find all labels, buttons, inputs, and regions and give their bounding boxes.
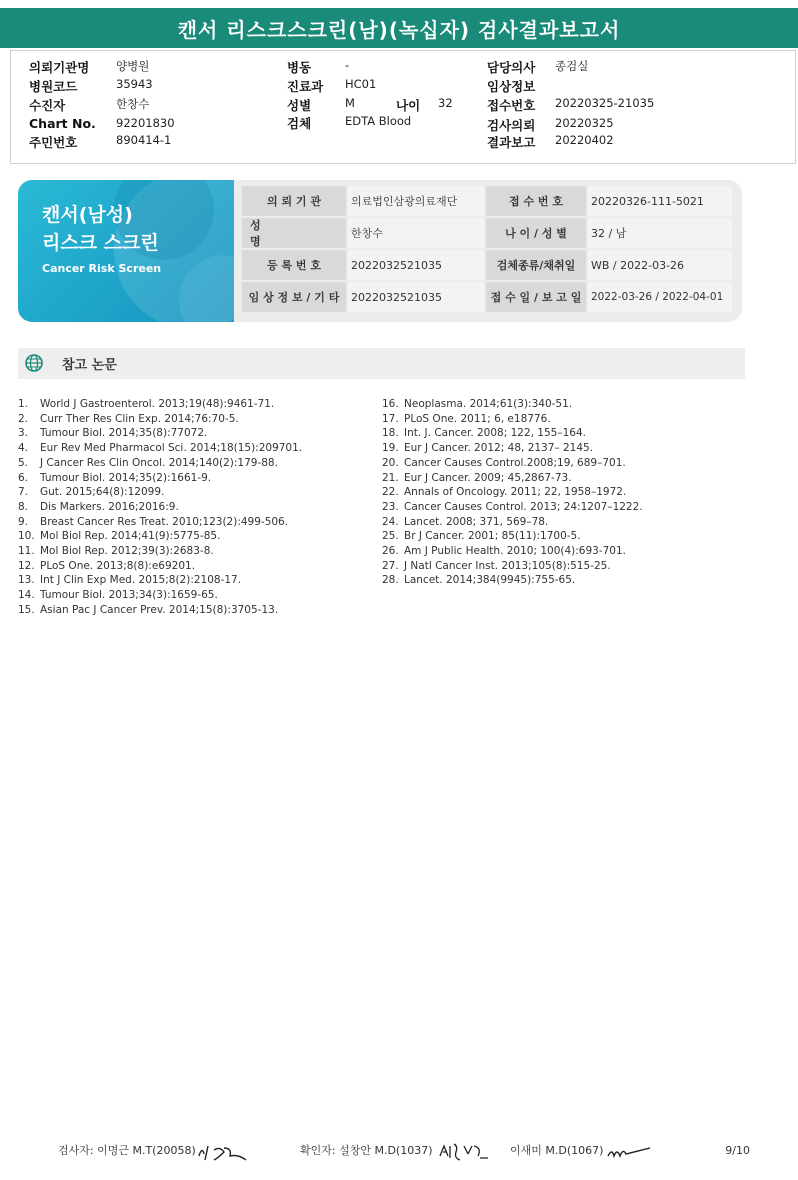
reference-item (382, 398, 572, 410)
reference-text: PLoS One. 2011; 6, e18776. (404, 412, 551, 425)
info-label: 검체종류/채취일 (486, 250, 586, 280)
reference-text: Eur J Cancer. 2012; 48, 2137– 2145. (404, 442, 594, 455)
reference-number: 4. (18, 442, 29, 455)
references-header (18, 348, 745, 379)
info-value: 2022032521035 (348, 250, 484, 280)
info-value: 2022-03-26 / 2022-04-01 (588, 282, 732, 312)
reference-item (18, 472, 211, 484)
reference-number: 7. (18, 486, 29, 499)
reference-item (18, 560, 195, 572)
reference-text: PLoS One. 2013;8(8):e69201. (40, 559, 196, 572)
info-value: 한창수 (348, 218, 484, 248)
field-age: 나이 32 (396, 96, 453, 113)
field-sex: 성별 M (287, 96, 355, 113)
reference-number: 10. (18, 530, 35, 543)
reference-number: 23. (382, 500, 399, 513)
reference-text: Int. J. Cancer. 2008; 122, 155–164. (404, 427, 586, 440)
test-summary-card (18, 180, 742, 322)
info-row (242, 282, 732, 312)
reference-text: Mol Biol Rep. 2012;39(3):2683-8. (40, 545, 214, 557)
reference-item (382, 516, 548, 528)
confirmer2-text: 이새미 M.D(1067) (510, 1144, 604, 1157)
field-request-date: 검사의뢰 20220325 (487, 116, 614, 133)
reference-item (18, 530, 220, 542)
field-patient-name: 수진자 한창수 (29, 97, 150, 113)
reference-text: Tumour Biol. 2014;35(8):77072. (40, 427, 208, 440)
banner-title-line2: 리스크 스크린 (42, 232, 159, 254)
reference-item (382, 427, 586, 439)
reference-text: Lancet. 2008; 371, 569–78. (404, 515, 549, 528)
page-number: 9/10 (725, 1144, 750, 1157)
info-row (242, 186, 732, 216)
info-value: 32 / 남 (588, 218, 732, 248)
field-institution: 의뢰기관명 양병원 (29, 59, 150, 75)
globe-icon (24, 353, 44, 373)
reference-text: Int J Clin Exp Med. 2015;8(2):2108-17. (40, 574, 242, 587)
reference-text: Br J Cancer. 2001; 85(11):1700-5. (404, 530, 581, 543)
reference-item (382, 413, 551, 425)
reference-text: J Cancer Res Clin Oncol. 2014;140(2):179-88. (40, 456, 278, 469)
info-label: 임 상 정 보 / 기 타 (242, 282, 346, 312)
reference-text: Breast Cancer Res Treat. 2010;123(2):499-506. (40, 515, 289, 528)
reference-text: Gut. 2015;64(8):12099. (40, 486, 165, 499)
reference-number: 19. (382, 442, 399, 455)
reference-item (382, 574, 575, 586)
reference-number: 2. (18, 412, 29, 425)
reference-number: 12. (18, 559, 35, 572)
reference-number: 8. (18, 500, 29, 513)
info-label: 의 뢰 기 관 (242, 186, 346, 216)
reference-text: Lancet. 2014;384(9945):755-65. (404, 574, 576, 587)
reference-text: J Natl Cancer Inst. 2013;105(8):515-25. (404, 559, 611, 572)
info-row (242, 218, 732, 248)
confirmer-text: 확인자: 설창안 M.D(1037) (300, 1144, 433, 1157)
reference-text: Annals of Oncology. 2011; 22, 1958–1972. (404, 486, 627, 499)
field-report-date: 결과보고 20220402 (487, 133, 614, 150)
field-specimen: 검체 EDTA Blood (287, 114, 412, 131)
reference-text: World J Gastroenterol. 2013;19(48):9461-71. (40, 398, 275, 410)
info-label: 나 이 / 성 별 (486, 218, 586, 248)
reference-text: Neoplasma. 2014;61(3):340-51. (404, 398, 573, 410)
reference-item (382, 442, 593, 454)
reference-number: 17. (382, 412, 399, 425)
confirmer-signature-icon (438, 1140, 490, 1164)
field-resident-no: 주민번호 890414-1 (29, 133, 172, 150)
reference-item (18, 589, 218, 601)
reference-text: Eur Rev Med Pharmacol Sci. 2014;18(15):209701. (40, 442, 303, 455)
reference-item (18, 427, 207, 439)
report-title: 캔서 리스크스크린(남)(녹십자) 검사결과보고서 (0, 8, 798, 48)
reference-item (18, 398, 274, 410)
reference-item (18, 486, 164, 498)
reference-text: Am J Public Health. 2010; 100(4):693-701. (404, 545, 627, 557)
reference-text: Curr Ther Res Clin Exp. 2014;76:70-5. (40, 412, 239, 425)
reference-item (382, 472, 572, 484)
reference-item (382, 486, 626, 498)
reference-text: Eur J Cancer. 2009; 45,2867-73. (404, 471, 572, 484)
field-ward: 병동 - (287, 58, 350, 75)
reference-text: Cancer Causes Control.2008;19, 689–701. (404, 456, 626, 469)
reference-text: Asian Pac J Cancer Prev. 2014;15(8):3705-13. (40, 603, 279, 616)
info-value: WB / 2022-03-26 (588, 250, 732, 280)
reference-number: 9. (18, 515, 29, 528)
field-chart-no: Chart No. 92201830 (29, 116, 175, 131)
test-banner (18, 180, 234, 322)
reference-number: 22. (382, 486, 399, 499)
reference-item (18, 501, 179, 513)
reference-number: 13. (18, 574, 35, 587)
reference-item (382, 457, 626, 469)
reference-number: 6. (18, 471, 29, 484)
reference-number: 28. (382, 574, 399, 587)
reference-item (382, 545, 626, 557)
info-label: 성 명 (242, 218, 346, 248)
reference-text: Tumour Biol. 2014;35(2):1661-9. (40, 471, 212, 484)
reference-text: Mol Biol Rep. 2014;41(9):5775-85. (40, 530, 221, 543)
reference-item (18, 545, 214, 557)
reference-item (18, 413, 239, 425)
patient-info (10, 50, 796, 164)
reference-number: 16. (382, 398, 399, 410)
info-label: 등 록 번 호 (242, 250, 346, 280)
reference-item (18, 442, 302, 454)
reference-text: Cancer Causes Control. 2013; 24:1207–1222. (404, 500, 643, 513)
info-value: 의료법인삼광의료재단 (348, 186, 484, 216)
banner-title-line1: 캔서(남성) (42, 204, 133, 226)
reference-number: 24. (382, 515, 399, 528)
info-row (242, 250, 732, 280)
field-clinical-info: 임상정보 (487, 79, 536, 94)
field-department: 진료과 HC01 (287, 77, 377, 94)
reference-number: 18. (382, 427, 399, 440)
reference-number: 20. (382, 456, 399, 469)
reference-item (18, 604, 278, 616)
banner-subtitle: Cancer Risk Screen (42, 262, 162, 275)
reference-number: 15. (18, 603, 35, 616)
field-doctor: 담당의사 종검실 (487, 59, 589, 75)
info-value: 20220326-111-5021 (588, 186, 732, 216)
confirmer2-signature-icon (606, 1144, 652, 1162)
info-label: 접 수 일 / 보 고 일 (486, 282, 586, 312)
test-info-grid (242, 186, 732, 316)
reference-item (382, 501, 643, 513)
reference-number: 21. (382, 471, 399, 484)
reference-number: 25. (382, 530, 399, 543)
reference-number: 14. (18, 589, 35, 602)
reference-item (382, 530, 581, 542)
reference-item (18, 457, 278, 469)
field-receipt-no: 접수번호 20220325-21035 (487, 96, 655, 113)
reference-number: 26. (382, 545, 399, 557)
reference-number: 27. (382, 559, 399, 572)
reference-number: 1. (18, 398, 29, 410)
reference-number: 5. (18, 456, 29, 469)
reference-number: 3. (18, 427, 29, 440)
info-value: 2022032521035 (348, 282, 484, 312)
examiner-text: 검사자: 이명근 M.T(20058) (58, 1144, 196, 1157)
info-label: 접 수 번 호 (486, 186, 586, 216)
reference-text: Dis Markers. 2016;2016:9. (40, 500, 179, 513)
references-title: 참고 논문 (62, 358, 117, 373)
reference-item (18, 574, 241, 586)
reference-item (382, 560, 611, 572)
examiner-signature-icon (196, 1142, 248, 1164)
reference-text: Tumour Biol. 2013;34(3):1659-65. (40, 589, 218, 602)
reference-number: 11. (18, 545, 35, 557)
field-hospital-code: 병원코드 35943 (29, 77, 153, 94)
reference-item (18, 516, 288, 528)
